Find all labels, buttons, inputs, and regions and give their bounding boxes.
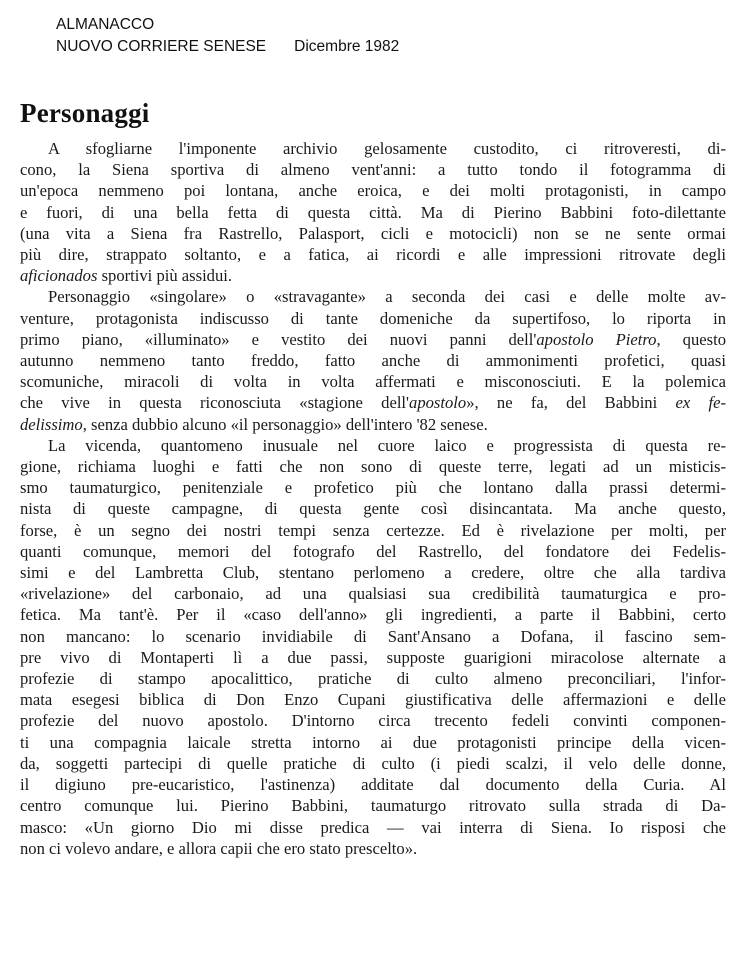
text-segment: il digiuno pre-eucaristico, l'astinenza) additate dal documento della Curia. Al xyxy=(20,775,726,795)
text-segment: fetica. Ma tant'è. Per il «caso dell'anno» gli ingredienti, a parte il Babbini, certo xyxy=(20,605,726,625)
text-line xyxy=(20,795,726,816)
text-segment: primo piano, «illuminato» e vestito dei nuovi panni dell' xyxy=(20,329,537,349)
text-line xyxy=(20,647,726,668)
text-segment: e fuori, di una bella fetta di questa città. Ma di Pierino Babbini foto-dilettante xyxy=(20,202,726,222)
text-line xyxy=(20,223,726,244)
text-segment: «rivelazione» del carbonaio, ad una qualsiasi sua credibilità taumaturgica e pro- xyxy=(20,584,726,604)
italic-text: delissimo xyxy=(20,414,83,434)
text-segment: profezie del nuovo apostolo. D'intorno circa trecento fedeli convinti componen- xyxy=(20,711,726,731)
text-line xyxy=(20,329,726,350)
text-segment: , questo xyxy=(656,329,727,349)
text-line xyxy=(20,371,726,392)
text-line xyxy=(20,753,726,774)
italic-text: apostolo Pietro xyxy=(536,329,657,349)
text-segment: », ne fa, del Babbini xyxy=(466,393,676,413)
text-segment: , senza dubbio alcuno «il personaggio» dell'intero '82 senese. xyxy=(82,414,488,434)
text-line xyxy=(20,541,726,562)
text-line xyxy=(20,583,726,604)
text-line xyxy=(20,562,726,583)
almanac-label: ALMANACCO xyxy=(56,16,155,33)
text-segment: smo taumaturgico, penitenziale e profetico più che lontano dalla prassi determi- xyxy=(20,478,726,498)
text-line xyxy=(20,244,726,265)
italic-text: apostolo xyxy=(409,393,467,413)
text-segment: centro comunque lui. Pierino Babbini, taumaturgo ritrovato sulla strada di Da- xyxy=(20,796,726,816)
text-segment: nista di queste campagne, di questa gente così disincantata. Ma anche questo, xyxy=(20,499,726,519)
issue-date: Dicembre 1982 xyxy=(294,38,400,55)
text-line xyxy=(20,202,726,223)
text-line xyxy=(20,456,726,477)
text-line xyxy=(20,689,726,710)
article-title: Personaggi xyxy=(20,98,150,128)
text-segment: mata esegesi biblica di Don Enzo Cupani giustificativa delle affermazioni e delle xyxy=(20,690,726,710)
text-segment: scomuniche, miracoli di volta in volta affermati e misconosciuti. E la polemica xyxy=(20,372,726,392)
text-segment: La vicenda, quantomeno inusuale nel cuore laico e progressista di questa re- xyxy=(48,435,726,455)
text-segment: non ci volevo andare, e allora capii che ero stato prescelto». xyxy=(20,838,418,858)
text-line xyxy=(20,774,726,795)
article-body xyxy=(20,138,726,859)
text-line xyxy=(20,732,726,753)
text-segment: gione, richiama luoghi e fatti che non sono di queste terre, legati ad un misticis- xyxy=(20,457,726,477)
text-segment: quanti comunque, memori del fotografo del Rastrello, del fondatore dei Fedelis- xyxy=(20,541,726,561)
text-segment: un'epoca nemmeno poi lontana, anche eroica, e dei molti protagonisti, in campo xyxy=(20,181,726,201)
text-line xyxy=(20,498,726,519)
text-segment: A sfogliarne l'imponente archivio gelosamente custodito, ci ritroveresti, di- xyxy=(48,139,726,158)
newspaper-name: NUOVO CORRIERE SENESE xyxy=(56,38,267,55)
italic-text: ex fe- xyxy=(675,393,726,413)
text-segment: venture, protagonista indiscusso di tante domeniche da supertifoso, lo riporta in xyxy=(20,308,726,328)
text-segment: (una vita a Siena fra Rastrello, Palasport, cicli e motocicli) non se ne sente ormai xyxy=(20,223,726,243)
text-line xyxy=(20,817,726,838)
text-line xyxy=(20,604,726,625)
text-line xyxy=(20,435,726,456)
text-line xyxy=(20,414,726,435)
article-paragraph xyxy=(20,286,726,434)
text-segment: pre vivo di Montaperti lì a due passi, supposte guarigioni miracolose alternate a xyxy=(20,647,726,667)
text-segment: autunno nemmeno tanto freddo, fatto anche di ammonimenti profetici, quasi xyxy=(20,351,726,371)
text-line xyxy=(20,392,726,413)
text-line xyxy=(20,626,726,647)
text-segment: profezie di stampo apocalittico, pratiche di culto almeno preconciliari, l'infor- xyxy=(20,669,726,689)
page-header xyxy=(56,14,399,58)
text-line xyxy=(20,477,726,498)
text-segment: più dire, strappato soltanto, e a fatica, ai ricordi e alle impressioni ritrovate degli xyxy=(20,245,726,265)
text-segment: simi e del Lambretta Club, stentano perlomeno a credere, oltre che alla tardiva xyxy=(20,563,726,583)
text-segment: da, soggetti partecipi di quelle pratiche di culto (i piedi scalzi, il velo delle donne, xyxy=(20,753,726,773)
text-line xyxy=(20,668,726,689)
text-segment: forse, è un segno dei nostri tempi senza certezze. Ed è rivelazione per molti, per xyxy=(20,520,726,540)
text-line xyxy=(20,308,726,329)
text-line xyxy=(20,520,726,541)
text-line xyxy=(20,838,726,859)
text-segment: sportivi più assidui. xyxy=(97,266,233,286)
text-line xyxy=(20,159,726,180)
text-segment: Personaggio «singolare» o «stravagante» a seconda dei casi e delle molte av- xyxy=(48,287,726,307)
text-line xyxy=(20,286,726,307)
text-segment: ti una compagnia laicale stretta intorno ai due protagonisti principe della vicen- xyxy=(20,732,726,752)
article-paragraph xyxy=(20,138,726,286)
text-line xyxy=(20,180,726,201)
article-paragraph xyxy=(20,435,726,859)
text-line xyxy=(20,710,726,731)
text-line xyxy=(20,350,726,371)
text-segment: che vive in questa riconosciuta «stagione dell' xyxy=(20,393,410,413)
italic-text: aficionados xyxy=(20,266,98,286)
text-segment: cono, la Siena sportiva di almeno vent'anni: a tutto tondo il fotogramma di xyxy=(20,160,726,180)
text-segment: masco: «Un giorno Dio mi disse predica — vai interra di Siena. Io risposi che xyxy=(20,817,726,837)
header-subline xyxy=(56,36,399,58)
text-line xyxy=(20,138,726,159)
text-line xyxy=(20,265,726,286)
text-segment: non mancano: lo scenario invidiabile di Sant'Ansano a Dofana, il fascino sem- xyxy=(20,626,726,646)
